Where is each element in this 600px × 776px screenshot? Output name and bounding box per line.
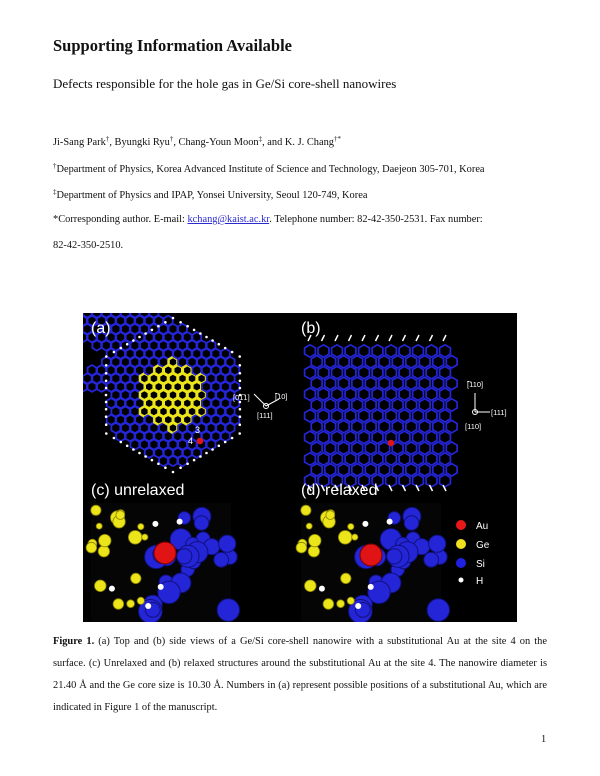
hydrogen-atom (186, 325, 189, 328)
hydrogen-atom (239, 387, 242, 390)
hydrogen-atom (224, 441, 227, 444)
hydrogen-atom (238, 432, 241, 435)
hydrogen-atom (105, 401, 108, 404)
hydrogen-atom (151, 459, 154, 462)
panel-a-label: (a) (91, 320, 111, 337)
affiliation-mark: † (53, 162, 57, 170)
hydrogen-atom (172, 317, 175, 320)
ge-atom (348, 524, 354, 530)
ge-atom (137, 597, 144, 604)
hydrogen-atom (157, 463, 160, 466)
ge-atom (131, 573, 141, 583)
si-atom (219, 535, 236, 552)
axis-label: [01̅1] (233, 393, 250, 402)
author-name: Ji-Sang Park (53, 137, 106, 148)
ge-atom (98, 546, 109, 557)
hydrogen-atom (239, 408, 242, 411)
legend-label: Si (476, 559, 485, 570)
author-separator: , and (262, 137, 285, 148)
hydrogen-atom (319, 586, 325, 592)
hydrogen-atom (164, 321, 167, 324)
ge-atom (308, 546, 319, 557)
ge-atom (127, 600, 135, 608)
hydrogen-atom (239, 380, 242, 383)
hydrogen-atom (179, 321, 182, 324)
hydrogen-atom (109, 586, 115, 592)
ge-atom (99, 534, 111, 546)
hydrogen-atom (138, 452, 141, 455)
ge-atom (91, 505, 101, 515)
ge-atom (301, 505, 311, 515)
hydrogen-atom (179, 466, 182, 469)
caption-text: (a) Top and (b) side views of a Ge/Si core-shell nanowire with a substitutional Au at the site 4 on the surface. (c) Unrelaxed and (b) relaxed structures around the substitutional Au at the site 4. The nanowire diameter is 21.40 Å and the Ge core size is 10.30 Å. Numbers in (a) represent possible positions of a substitutional Au, which are indicated in Figure 1 of the manuscript. (53, 636, 547, 713)
hydrogen-atom (105, 387, 108, 390)
hydrogen-atom (132, 448, 135, 451)
hydrogen-atom (211, 339, 214, 342)
si-atom (387, 549, 402, 564)
hydrogen-atom (152, 521, 158, 527)
hydrogen-atom (239, 364, 242, 367)
panel-d-label: (d) relaxed (301, 482, 378, 499)
hydrogen-atom (193, 329, 196, 332)
hydrogen-atom (218, 445, 221, 448)
ge-atom (86, 542, 97, 553)
hydrogen-atom (144, 332, 147, 335)
hydrogen-atom (387, 519, 393, 525)
author-name: Chang-Youn Moon (178, 137, 259, 148)
site-label-3: 3 (195, 425, 201, 435)
affiliation-1 (53, 162, 485, 175)
paper-subtitle: Defects responsible for the hole gas in Ge/Si core-shell nanowires (53, 76, 397, 91)
hydrogen-atom (224, 347, 227, 350)
hydrogen-atom (211, 448, 214, 451)
axis-label: [̅10] (275, 392, 288, 401)
si-atom (424, 552, 439, 567)
hydrogen-atom (113, 437, 116, 440)
si-atom (429, 535, 446, 552)
hydrogen-atom (151, 329, 154, 332)
axis-label: [111] (257, 411, 273, 420)
legend-label: Au (476, 521, 489, 532)
axis-label: [111] (491, 408, 507, 417)
hydrogen-atom (205, 452, 208, 455)
hydrogen-atom (158, 584, 164, 590)
hydrogen-atom (105, 372, 108, 375)
hydrogen-atom (164, 466, 167, 469)
author-mark: †* (333, 135, 341, 143)
hydrogen-atom (205, 336, 208, 339)
axis-label: [̅110] (467, 380, 484, 389)
ge-atom (323, 599, 334, 610)
ge-atom (305, 580, 317, 592)
ge-atom (306, 523, 312, 529)
fax-number: 82-42-350-2510. (53, 240, 124, 251)
author-list (53, 135, 341, 148)
corresponding-suffix: . Telephone number: 82-42-350-2531. Fax number: (269, 214, 483, 225)
affiliation-text: Department of Physics, Korea Advanced Institute of Science and Technology, Daejeon 305-701, Korea (56, 164, 485, 175)
legend-marker-ge (456, 539, 466, 549)
si-atom (177, 549, 192, 564)
hydrogen-atom (199, 455, 202, 458)
hydrogen-atom (105, 415, 108, 418)
author-separator: , (109, 137, 115, 148)
page-number: 1 (541, 734, 547, 745)
hydrogen-atom (231, 351, 234, 354)
au-atom (360, 544, 382, 566)
hydrogen-atom (239, 415, 242, 418)
author-name: K. J. Chang (284, 137, 334, 148)
ge-atom (138, 524, 144, 530)
corresponding-prefix: *Corresponding author. E-mail: (53, 214, 188, 225)
hydrogen-atom (231, 437, 234, 440)
ge-atom (113, 599, 124, 610)
author-name: Byungki Ryu (114, 137, 170, 148)
hydrogen-atom (193, 459, 196, 462)
author-mark: † (169, 135, 174, 143)
si-atom (194, 516, 209, 531)
hydrogen-atom (186, 463, 189, 466)
hydrogen-atom (144, 455, 147, 458)
au-atom (154, 542, 176, 564)
ge-atom (296, 542, 307, 553)
hydrogen-atom (105, 432, 108, 435)
ge-atom (95, 580, 107, 592)
hydrogen-atom (105, 355, 108, 358)
panel-d-relaxed-structure (296, 503, 449, 622)
panel-c-label: (c) unrelaxed (91, 482, 185, 499)
legend-marker-au (456, 520, 466, 530)
hydrogen-atom (126, 343, 129, 346)
au-atom (388, 440, 394, 446)
legend-label: H (476, 576, 484, 587)
ge-atom (309, 534, 321, 546)
hydrogen-atom (132, 339, 135, 342)
ge-atom (96, 523, 102, 529)
ge-atom (337, 600, 345, 608)
hydrogen-atom (105, 394, 108, 397)
ge-atom (128, 531, 142, 545)
hydrogen-atom (126, 445, 129, 448)
hydrogen-atom (239, 372, 242, 375)
hydrogen-atom (362, 521, 368, 527)
axis-label: [110] (465, 422, 482, 431)
hydrogen-atom (120, 347, 123, 350)
si-atom (217, 599, 239, 621)
hydrogen-atom (355, 603, 361, 609)
panel-c-unrelaxed-structure (86, 503, 239, 622)
hydrogen-atom (238, 355, 241, 358)
hydrogen-atom (105, 423, 108, 426)
hydrogen-atom (199, 332, 202, 335)
ge-atom (326, 511, 335, 520)
hydrogen-atom (145, 603, 151, 609)
hydrogen-atom (157, 325, 160, 328)
site-label-4: 4 (188, 436, 194, 446)
hydrogen-atom (368, 584, 374, 590)
email-link[interactable]: kchang@kaist.ac.kr (187, 214, 270, 225)
hydrogen-atom (177, 519, 183, 525)
legend-label: Ge (476, 540, 490, 551)
legend-marker-si (456, 558, 466, 568)
hydrogen-atom (172, 471, 175, 474)
hydrogen-atom (105, 408, 108, 411)
hydrogen-atom (120, 441, 123, 444)
au-atom (197, 438, 204, 445)
affiliation-2 (53, 188, 367, 201)
si-atom (214, 552, 229, 567)
hydrogen-atom (105, 364, 108, 367)
ge-atom (341, 573, 351, 583)
figure-1 (83, 313, 517, 622)
caption-label: Figure 1. (53, 636, 95, 647)
panel-b-label: (b) (301, 320, 321, 337)
author-mark: ‡ (258, 135, 263, 143)
figure-caption (53, 631, 547, 719)
hydrogen-atom (105, 380, 108, 383)
page-title: Supporting Information Available (53, 36, 292, 55)
hydrogen-atom (113, 351, 116, 354)
author-mark: † (105, 135, 110, 143)
affiliation-text: Department of Physics and IPAP, Yonsei University, Seoul 120-749, Korea (56, 190, 368, 201)
hydrogen-atom (218, 343, 221, 346)
hydrogen-atom (239, 423, 242, 426)
ge-atom (347, 597, 354, 604)
corresponding-author (53, 214, 483, 225)
author-separator: , (173, 137, 179, 148)
hydrogen-atom (138, 336, 141, 339)
ge-atom (338, 531, 352, 545)
ge-atom (142, 534, 148, 540)
legend-marker-h (459, 578, 464, 583)
si-atom (427, 599, 449, 621)
ge-atom (352, 534, 358, 540)
affiliation-mark: ‡ (53, 188, 57, 196)
si-atom (404, 516, 419, 531)
ge-atom (116, 511, 125, 520)
